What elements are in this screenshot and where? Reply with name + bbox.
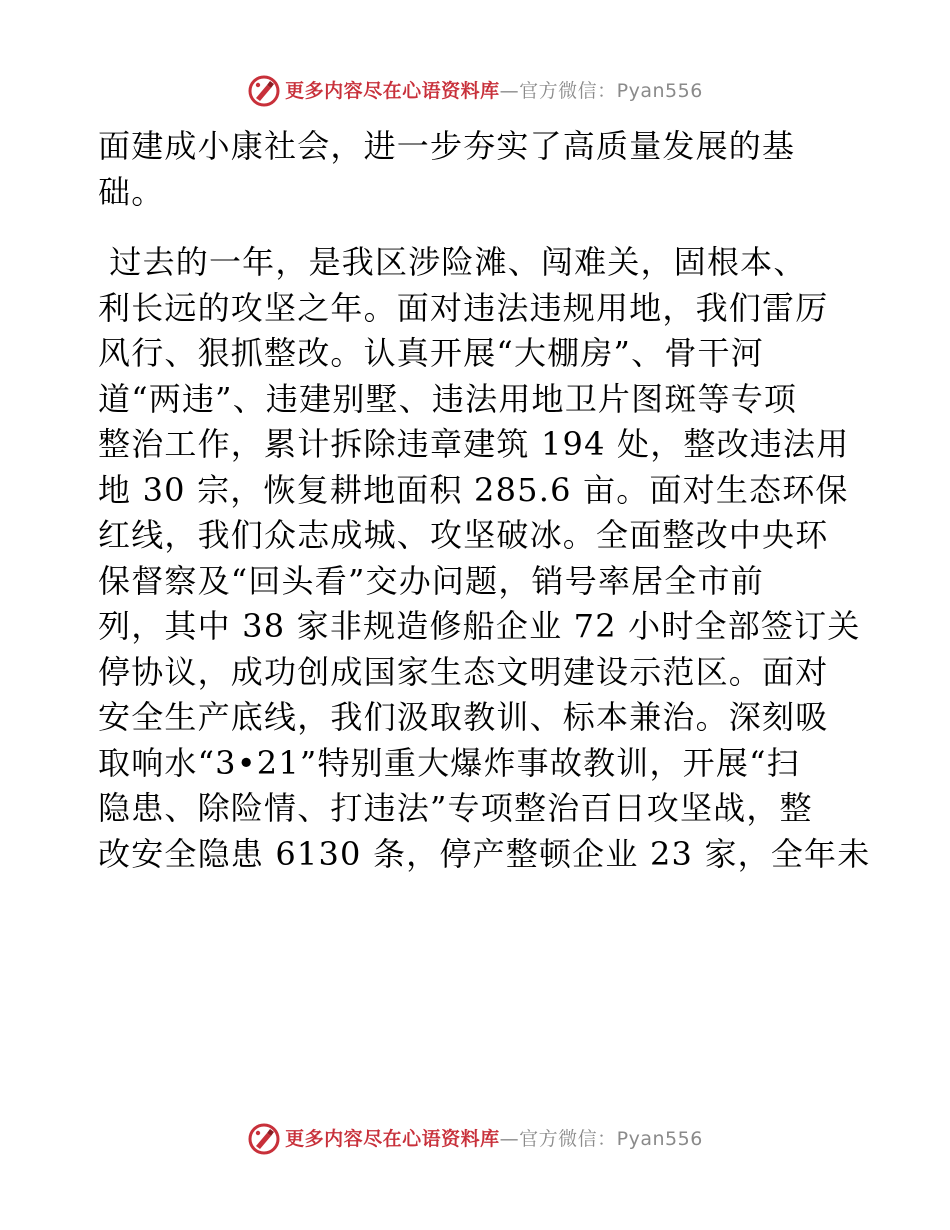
footer-banner: [0, 1119, 950, 1159]
footer-contact-text: 官方微信：Pyan556: [519, 1128, 703, 1150]
text-line: 道“两违”、违建别墅、违法用地卫片图斑等专项: [98, 379, 798, 418]
brand-logo-icon: [247, 74, 281, 108]
text-line: 整治工作，累计拆除违章建筑 194 处，整改违法用: [98, 425, 850, 463]
text-line: 面建成小康社会，进一步夯实了高质量发展的基: [98, 127, 796, 165]
header-contact-text: 官方微信：Pyan556: [519, 80, 703, 102]
header-brand-text: 更多内容尽在心语资料库: [285, 80, 500, 102]
footer-brand-text: 更多内容尽在心语资料库: [285, 1128, 500, 1150]
document-body: [98, 124, 871, 877]
text-line: 过去的一年，是我区涉险滩、闯难关，固根本、: [98, 243, 807, 281]
paragraph-1: [98, 124, 858, 215]
paragraph-2: [98, 240, 871, 877]
header-dash: —: [499, 80, 520, 102]
text-line: 列，其中 38 家非规造修船企业 72 小时全部签订关: [98, 607, 861, 645]
paragraph-gap: [98, 215, 858, 240]
text-line: 取响水“3•21”特别重大爆炸事故教训，开展“扫: [98, 743, 800, 782]
text-line: 红线，我们众志成城、攻坚破冰。全面整改中央环: [98, 516, 829, 554]
footer-dash: —: [499, 1128, 520, 1150]
text-line: 利长远的攻坚之年。面对违法违规用地，我们雷厉: [98, 288, 829, 327]
text-line: 安全生产底线，我们汲取教训、标本兼治。深刻吸: [98, 698, 829, 736]
text-line: 风行、狠抓整改。认真开展“大棚房”、骨干河: [98, 334, 764, 372]
text-line: 停协议，成功创成国家生态文明建设示范区。面对: [98, 652, 829, 691]
text-line: 保督察及“回头看”交办问题，销号率居全市前: [98, 561, 764, 600]
text-line: 地 30 宗，恢复耕地面积 285.6 亩。面对生态环保: [98, 470, 849, 509]
header-banner: [0, 71, 950, 111]
text-line: 隐患、除险情、打违法”专项整治百日攻坚战，整: [98, 789, 813, 827]
brand-logo-icon: [247, 1122, 281, 1156]
text-line: 改安全隐患 6130 条，停产整顿企业 23 家，全年未: [98, 834, 871, 873]
text-line: 础。: [98, 172, 165, 211]
